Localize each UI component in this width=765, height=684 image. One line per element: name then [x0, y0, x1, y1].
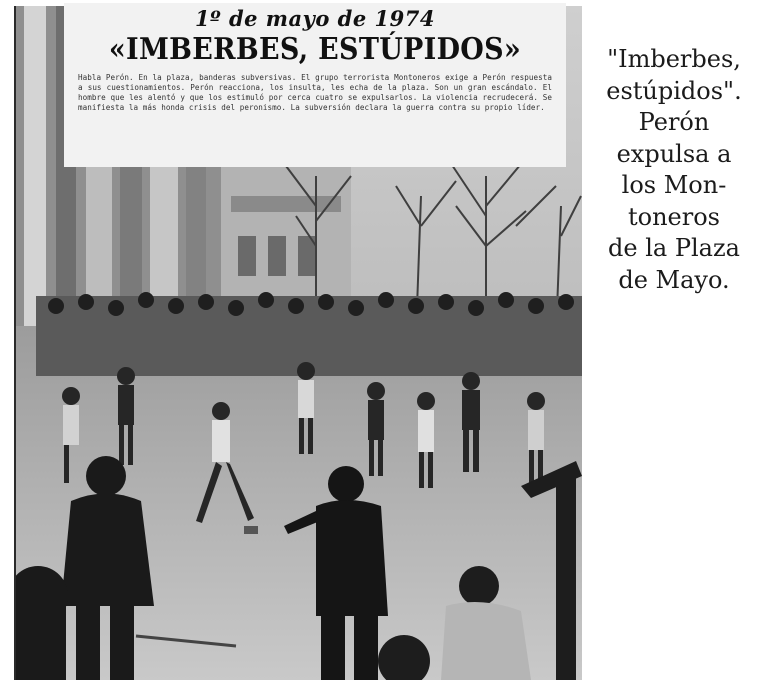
side-caption	[588, 44, 760, 296]
caption-line: Perón	[638, 108, 710, 136]
caption-line: de Mayo.	[618, 265, 730, 294]
caption-line: de la Plaza	[608, 234, 740, 262]
clipping-body-text: Habla Perón. En la plaza, banderas subversivas. El grupo terrorista Montoneros exige a Perón respuesta a sus cuestionamientos. Perón reacciona, los insulta, les echa de la plaza. Son un gran escándalo. El hombre que les alentó y que los estimuló por cerca cuatro se expulsarlos. La violencia recrudecerá. Se manifiesta la más honda crisis del peronismo. La subversión declara la guerra contra su propio líder.	[78, 73, 552, 113]
caption-line: toneros	[628, 202, 720, 231]
clipping-date: 1º de mayo de 1974	[195, 6, 435, 31]
caption-line: expulsa a	[616, 139, 732, 168]
clipping-headline: «IMBERBES, ESTÚPIDOS»	[108, 32, 522, 67]
caption-line: los Mon-	[621, 171, 727, 199]
caption-line: "Imberbes,	[607, 45, 741, 73]
caption-line: estúpidos".	[606, 76, 742, 105]
newspaper-clipping	[64, 3, 566, 167]
